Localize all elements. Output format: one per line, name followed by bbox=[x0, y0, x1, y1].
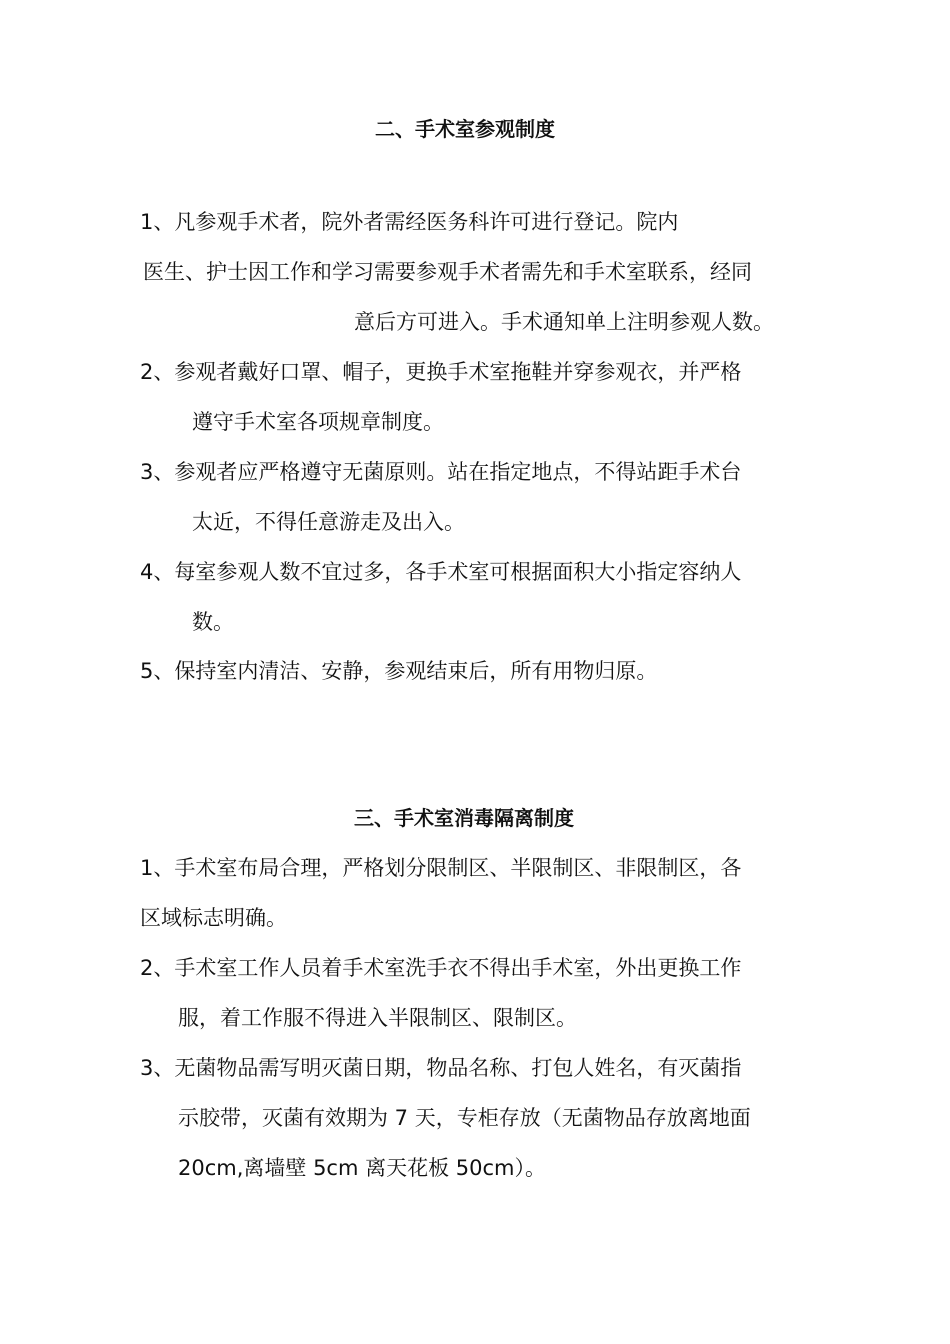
section-2-item-3-line-1: 3、参观者应严格遵守无菌原则。站在指定地点，不得站距手术台 bbox=[140, 460, 742, 484]
section-2-item-1-line-1: 1、凡参观手术者，院外者需经医务科许可进行登记。院内 bbox=[140, 210, 679, 234]
section-2-item-4-line-2: 数。 bbox=[192, 610, 234, 634]
section-2-item-5-line-1: 5、保持室内清洁、安静，参观结束后，所有用物归原。 bbox=[140, 659, 658, 683]
section-2-item-3-line-2: 太近，不得任意游走及出入。 bbox=[192, 510, 465, 534]
section-3-item-1-line-2: 区域标志明确。 bbox=[140, 906, 287, 930]
section-3-item-2-line-2: 服，着工作服不得进入半限制区、限制区。 bbox=[178, 1006, 577, 1030]
section-3-item-1-line-1: 1、手术室布局合理，严格划分限制区、半限制区、非限制区，各 bbox=[140, 856, 742, 880]
section-2-item-2-line-1: 2、参观者戴好口罩、帽子，更换手术室拖鞋并穿参观衣，并严格 bbox=[140, 360, 742, 384]
section-2-item-4-line-1: 4、每室参观人数不宜过多，各手术室可根据面积大小指定容纳人 bbox=[140, 560, 742, 584]
section-2-title: 二、手术室参观制度 bbox=[375, 117, 555, 141]
section-3-item-3-line-1: 3、无菌物品需写明灭菌日期，物品名称、打包人姓名，有灭菌指 bbox=[140, 1056, 742, 1080]
section-3-title: 三、手术室消毒隔离制度 bbox=[354, 806, 574, 830]
section-3-item-2-line-1: 2、手术室工作人员着手术室洗手衣不得出手术室，外出更换工作 bbox=[140, 956, 742, 980]
section-2-item-2-line-2: 遵守手术室各项规章制度。 bbox=[192, 410, 444, 434]
section-2-item-1-line-3: 意后方可进入。手术通知单上注明参观人数。 bbox=[354, 310, 774, 334]
section-2-item-1-line-2: 医生、护士因工作和学习需要参观手术者需先和手术室联系，经同 bbox=[143, 260, 752, 284]
section-3-item-3-line-2: 示胶带，灭菌有效期为 7 天，专柜存放（无菌物品存放离地面 bbox=[178, 1106, 751, 1130]
section-3-item-3-line-3: 20cm,离墙壁 5cm 离天花板 50cm）。 bbox=[178, 1156, 547, 1180]
